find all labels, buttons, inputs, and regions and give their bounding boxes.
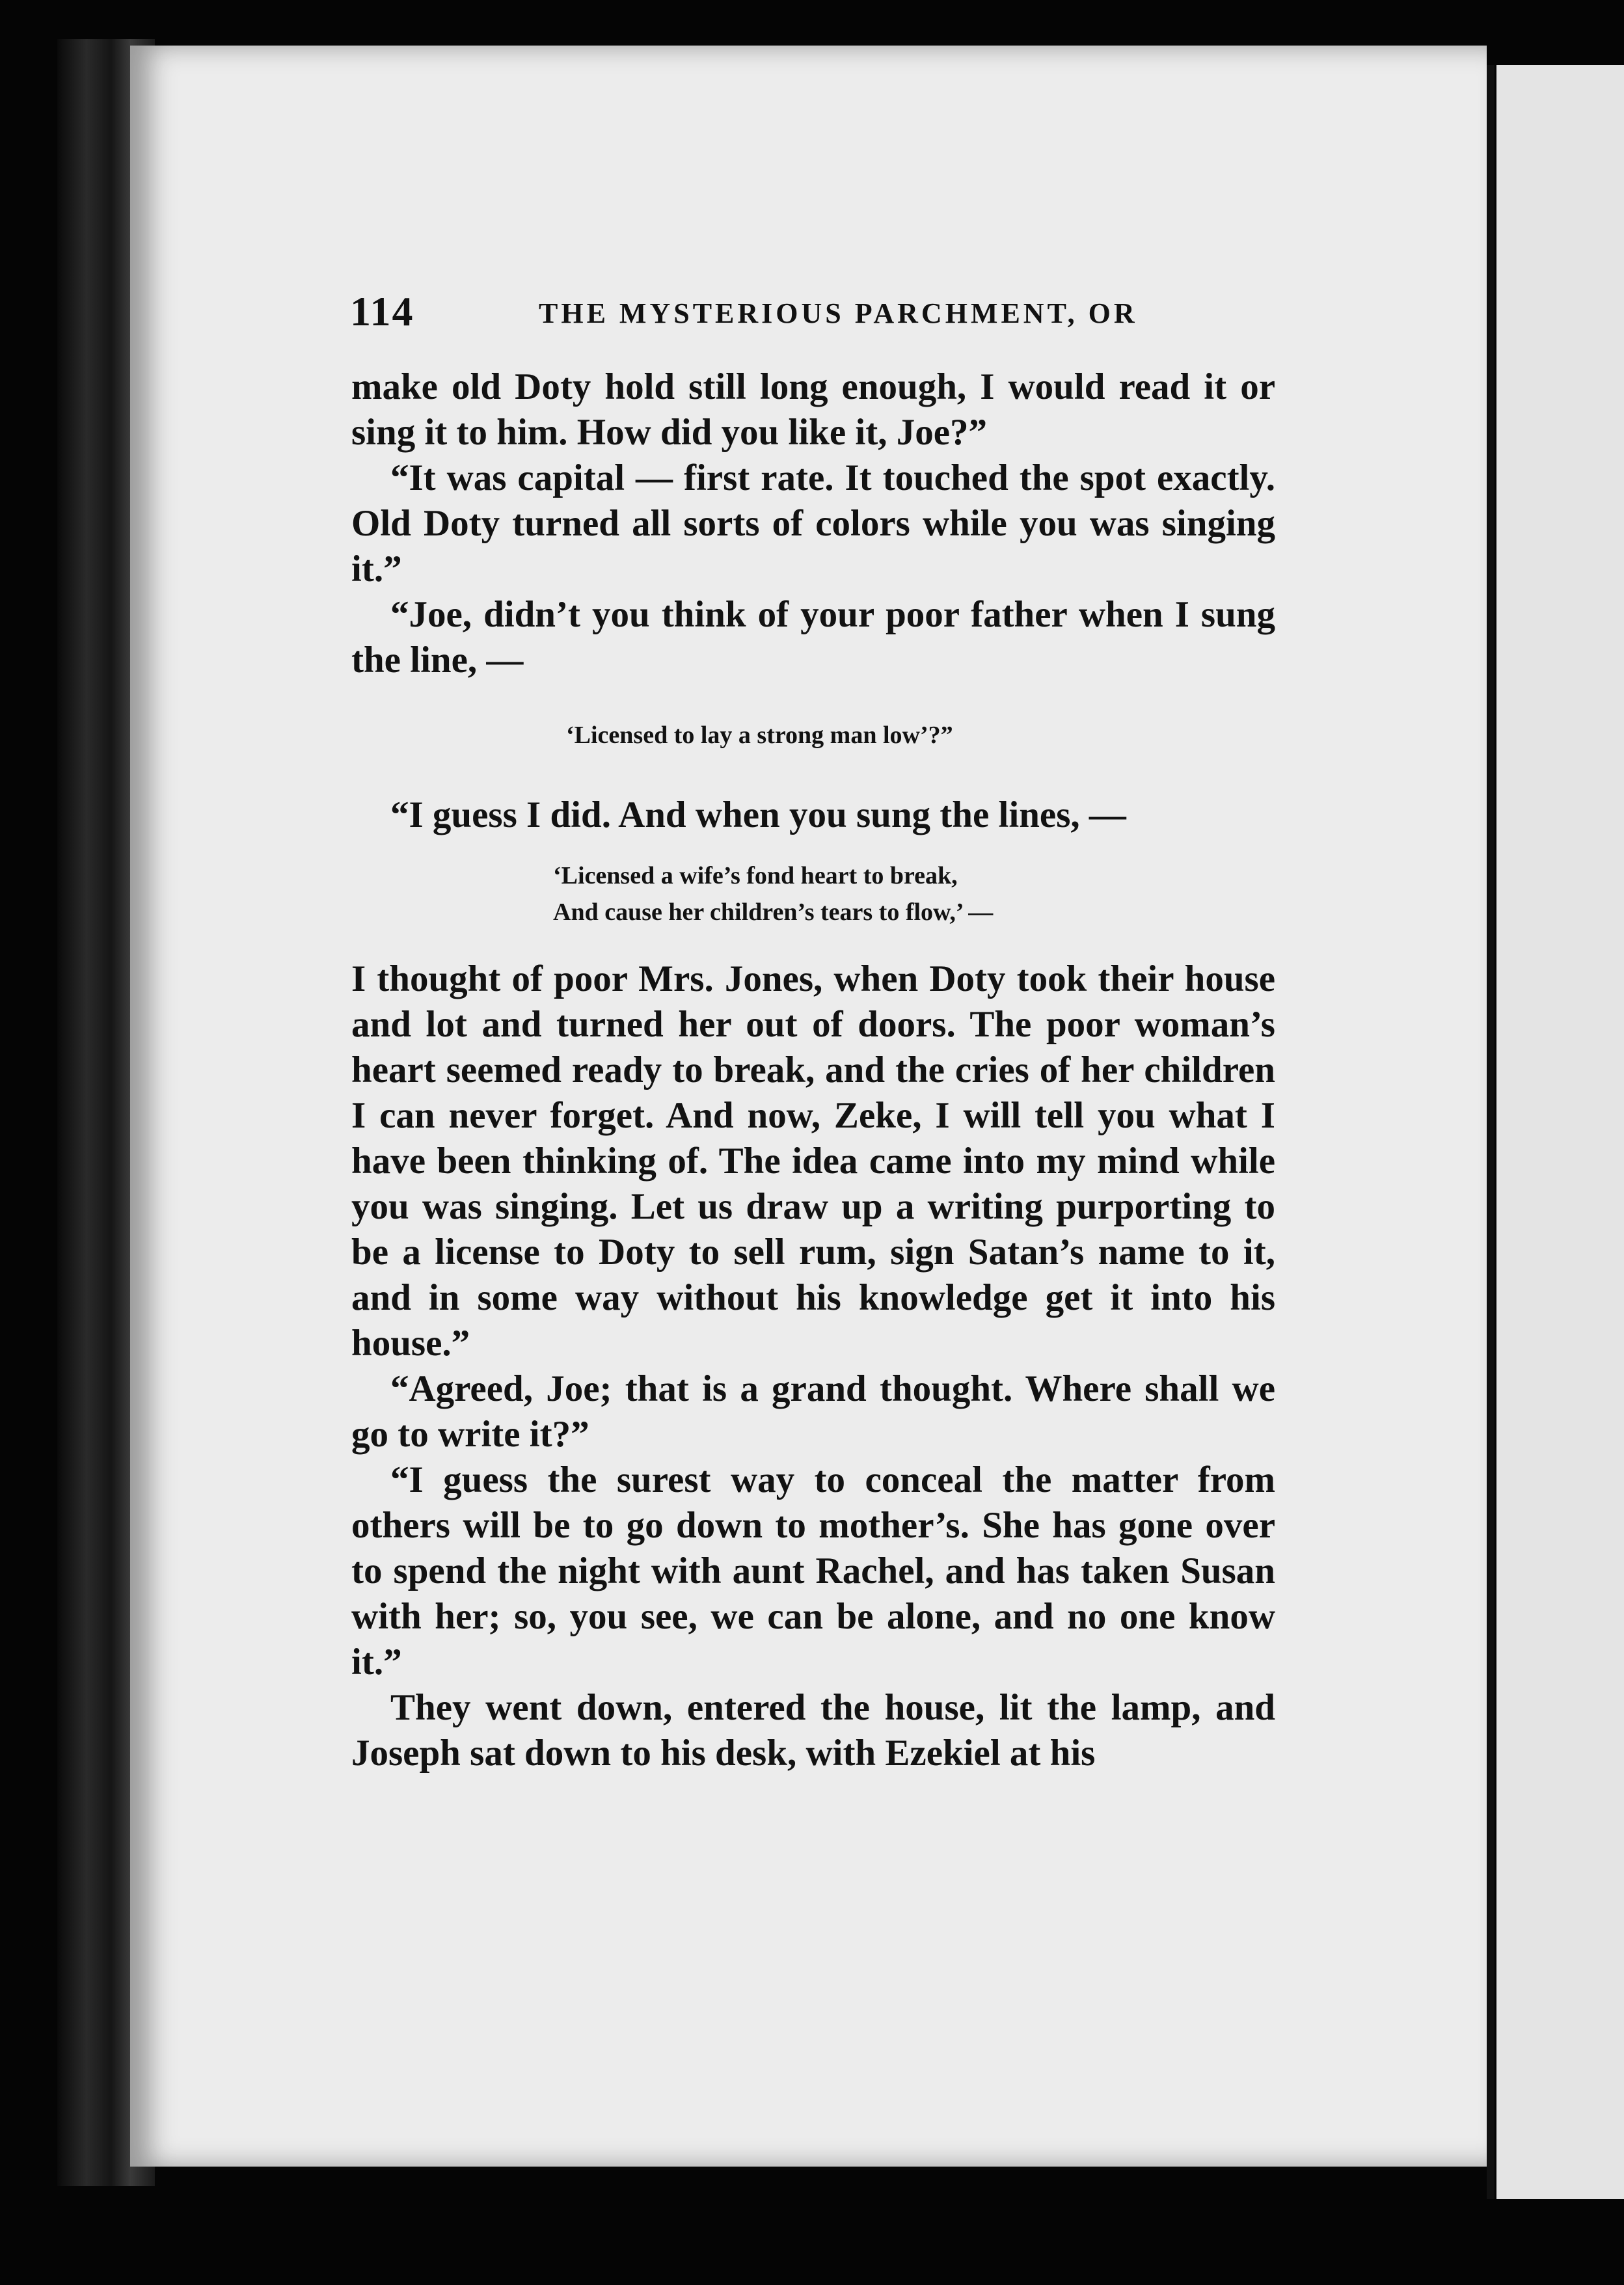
verse-line: ‘Licensed a wife’s fond heart to break, [553,862,958,889]
paragraph: “I guess the surest way to conceal the matter from others will be to go down to mother’s. She has gone over to spend the night with aunt Rachel, and has taken Susan with her; so, you see, we can be alone, and no one know it.” [351,1459,1275,1683]
body-text [351,364,1275,1776]
verse-quote [351,858,1275,930]
paragraph: make old Doty hold still long enough, I would read it or sing it to him. How did you like it, Joe?” [351,366,1275,453]
page-number: 114 [350,288,414,334]
paragraph: I thought of poor Mrs. Jones, when Doty took their house and lot and turned her out of doors. The poor woman’s heart seemed ready to break, and the cries of her children I can never forget. And now, Zeke, I will tell you what I have been thinking of. The idea came into my mind while you was singing. Let us draw up a writing purporting to be a license to Doty to sell rum, sign Satan’s name to it, and in some way without his knowledge get it into his house.” [351,958,1275,1364]
paragraph: “Agreed, Joe; that is a grand thought. Where shall we go to write it?” [351,1368,1275,1455]
verse-quote: ‘Licensed to lay a strong man low’?” [566,722,953,749]
running-head [350,288,1274,333]
page-gutter [1487,65,1495,2199]
paragraph: They went down, entered the house, lit the lamp, and Joseph sat down to his desk, with Ezekiel at his [351,1687,1275,1774]
verse-line: And cause her children’s tears to flow,’ — [553,899,994,926]
paragraph: “Joe, didn’t you think of your poor father when I sung the line, — [351,594,1275,681]
running-title: THE MYSTERIOUS PARCHMENT, OR [539,297,1138,329]
next-page-edge [1496,65,1624,2199]
paragraph: “It was capital — first rate. It touched the spot exactly. Old Doty turned all sorts of colors while you was singing it.” [351,457,1275,589]
paragraph: “I guess I did. And when you sung the lines, — [390,794,1126,835]
